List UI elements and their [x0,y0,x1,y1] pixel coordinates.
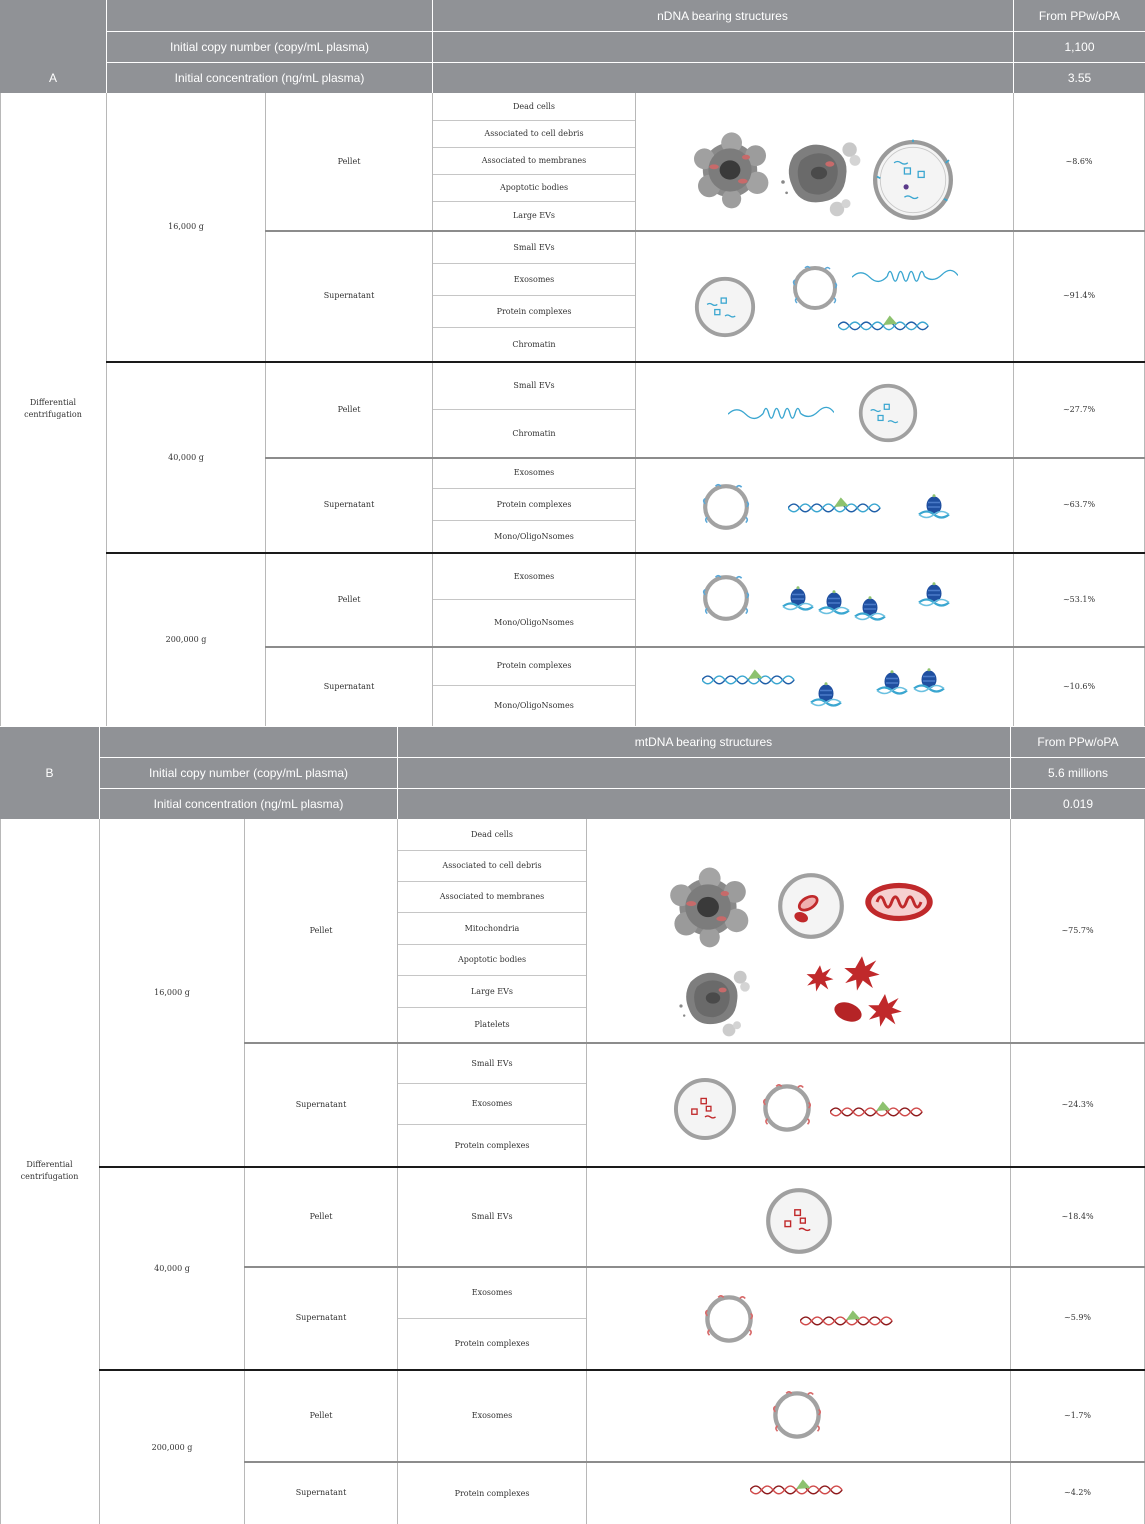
panel-b-item: Protein complexes [454,1339,530,1348]
panel-b-item: Mitochondria [464,923,520,933]
cell-debris-illustration [772,128,866,218]
panel-a-g3: 200,000 g [165,635,207,644]
panel-b-fraction-2: Supernatant [295,1099,347,1109]
panel-a-item: Small EVs [513,242,555,252]
panel-b-conc-label: Initial concentration (ng/mL plasma) [153,797,344,811]
panel-a-item: Associated to cell debris [484,129,584,138]
small-ev-illustration [672,1076,738,1142]
panel-b-item: Associated to membranes [439,892,545,901]
nucleosome-illustration [912,666,946,696]
exosome-illustration [700,572,752,624]
protein-complex-illustration [838,312,932,336]
panel-b-item: Small EVs [471,1212,513,1221]
platelet-illustration [804,962,836,994]
panel-b-from: From PPw/oPA [1037,735,1119,749]
panel-a-item: Mono/OligoNsomes [494,531,574,541]
small-ev-illustration [857,382,919,444]
panel-a-g2: 40,000 g [168,452,204,462]
small-ev-illustration [693,275,757,339]
dead-cell-illustration [690,128,770,212]
apoptotic-body-illustration [870,137,956,223]
panel-a-item: Protein complexes [496,499,572,509]
panel-a-fraction-4: Supernatant [323,500,375,509]
panel-b-label: B [45,766,54,780]
panel-b-method [0,1155,99,1187]
red-blood-cell-illustration [832,1000,864,1024]
panel-b-method-line1: Differential [26,1160,73,1169]
panel-a-item: Chromatin [512,428,556,438]
panel-a-item: Associated to membranes [481,156,587,165]
panel-a-g1: 16,000 g [168,222,204,231]
nucleosome-illustration [918,492,950,522]
panel-a-value: ~53.1% [1062,595,1096,604]
panel-b-g2: 40,000 g [154,1263,190,1273]
panel-b-item: Large EVs [470,986,514,996]
exosome-illustration [700,481,752,533]
protein-complex-illustration [788,494,884,518]
protein-complex-illustration [800,1306,896,1332]
panel-a-fraction-3: Pellet [337,405,361,414]
panel-a-item: Mono/OligoNsomes [494,618,574,627]
panel-a-value: ~63.7% [1062,500,1096,509]
panel-a-item: Exosomes [513,571,555,581]
panel-a-from: From PPw/oPA [1038,8,1121,23]
panel-a-method-line2: centrifugation [24,410,82,419]
panel-a-method-line1: Differential [29,398,77,407]
panel-b-fraction-6: Supernatant [295,1488,347,1497]
panel-b-value: ~4.2% [1063,1488,1092,1497]
panel-a-title: nDNA bearing structures [657,8,788,23]
panel-b-value: ~75.7% [1061,925,1094,935]
panel-a-item: Large EVs [512,211,556,220]
nucleosome-illustration [818,588,850,618]
mitochondrion-illustration [862,880,936,924]
panel-a-item: Chromatin [512,339,556,349]
panel-b-g3: 200,000 g [151,1442,193,1452]
panel-a-item: Dead cells [512,101,556,111]
panel-a-item: Mono/OligoNsomes [494,701,574,710]
panel-a-value: ~27.7% [1062,405,1096,414]
panel-b-item: Small EVs [471,1058,513,1068]
panel-a-fraction-6: Supernatant [323,681,375,691]
panel-b-item: Exosomes [471,1411,513,1420]
panel-a-method [0,393,106,425]
protein-complex-illustration [830,1098,926,1122]
panel-b-copy-label: Initial copy number (copy/mL plasma) [149,766,348,780]
nucleosome-illustration [782,584,814,614]
panel-a-item: Small EVs [513,381,555,390]
chromatin-illustration [728,400,834,424]
panel-a-copy-value: 1,100 [1064,40,1095,54]
small-ev-illustration [764,1186,834,1256]
panel-b-method-line2: centrifugation [20,1172,79,1181]
panel-b-title: mtDNA bearing structures [634,735,773,749]
panel-b-copy-value: 5.6 millions [1047,766,1109,780]
dead-cell-illustration [666,863,750,951]
panel-b-fraction-5: Pellet [309,1411,333,1420]
panel-b-fraction-1: Pellet [309,925,333,935]
panel-b-fraction-3: Pellet [309,1212,333,1221]
nucleosome-illustration [918,580,950,610]
panel-a-fraction-5: Pellet [337,595,361,604]
panel-a-item: Protein complexes [496,306,572,316]
nucleosome-illustration [876,668,908,698]
panel-b-fraction-4: Supernatant [295,1313,347,1322]
panel-a-fraction-2: Supernatant [323,291,375,300]
nucleosome-illustration [810,680,842,710]
protein-complex-illustration [750,1475,846,1501]
panel-b-value: ~24.3% [1061,1099,1094,1109]
platelet-illustration [864,990,906,1030]
panel-b-value: ~18.4% [1061,1212,1094,1221]
panel-b-item: Protein complexes [454,1140,530,1150]
exosome-illustration [790,263,840,313]
cell-debris-illustration [660,958,766,1038]
exosome-illustration [702,1292,756,1346]
panel-a-conc-value: 3.55 [1067,71,1092,85]
panel-b-conc-value: 0.019 [1062,797,1094,811]
nucleosome-illustration [854,594,886,624]
panel-a-conc-label: Initial concentration (ng/mL plasma) [174,71,365,85]
chromatin-illustration [852,263,958,287]
panel-a-value: ~91.4% [1062,291,1096,300]
panel-a-item: Protein complexes [496,661,572,670]
panel-a-value: ~10.6% [1062,681,1096,691]
panel-b-item: Associated to cell debris [442,861,542,870]
panel-b-g1: 16,000 g [154,987,190,997]
panel-a-copy-label: Initial copy number (copy/mL plasma) [170,40,369,54]
panel-b-item: Apoptotic bodies [457,955,527,964]
panel-b-value: ~1.7% [1063,1411,1092,1420]
platelet-illustration [840,952,884,994]
exosome-illustration [760,1080,814,1136]
panel-a-item: Exosomes [513,468,555,477]
panel-a-label: A [48,70,57,85]
panel-b-item: Platelets [474,1020,510,1029]
panel-a-fraction-1: Pellet [337,156,361,166]
exosome-illustration [770,1387,824,1443]
panel-b-value: ~5.9% [1063,1313,1092,1322]
protein-complex-illustration [702,666,798,690]
panel-b-item: Dead cells [470,829,514,839]
panel-a-item: Exosomes [513,274,555,284]
panel-b-item: Protein complexes [454,1488,530,1498]
panel-b-item: Exosomes [471,1099,513,1108]
ev-with-mitochondria-illustration [776,871,846,941]
panel-b-item: Exosomes [471,1288,513,1297]
panel-a-item: Apoptotic bodies [499,183,569,192]
panel-a-value: ~8.6% [1065,156,1093,166]
